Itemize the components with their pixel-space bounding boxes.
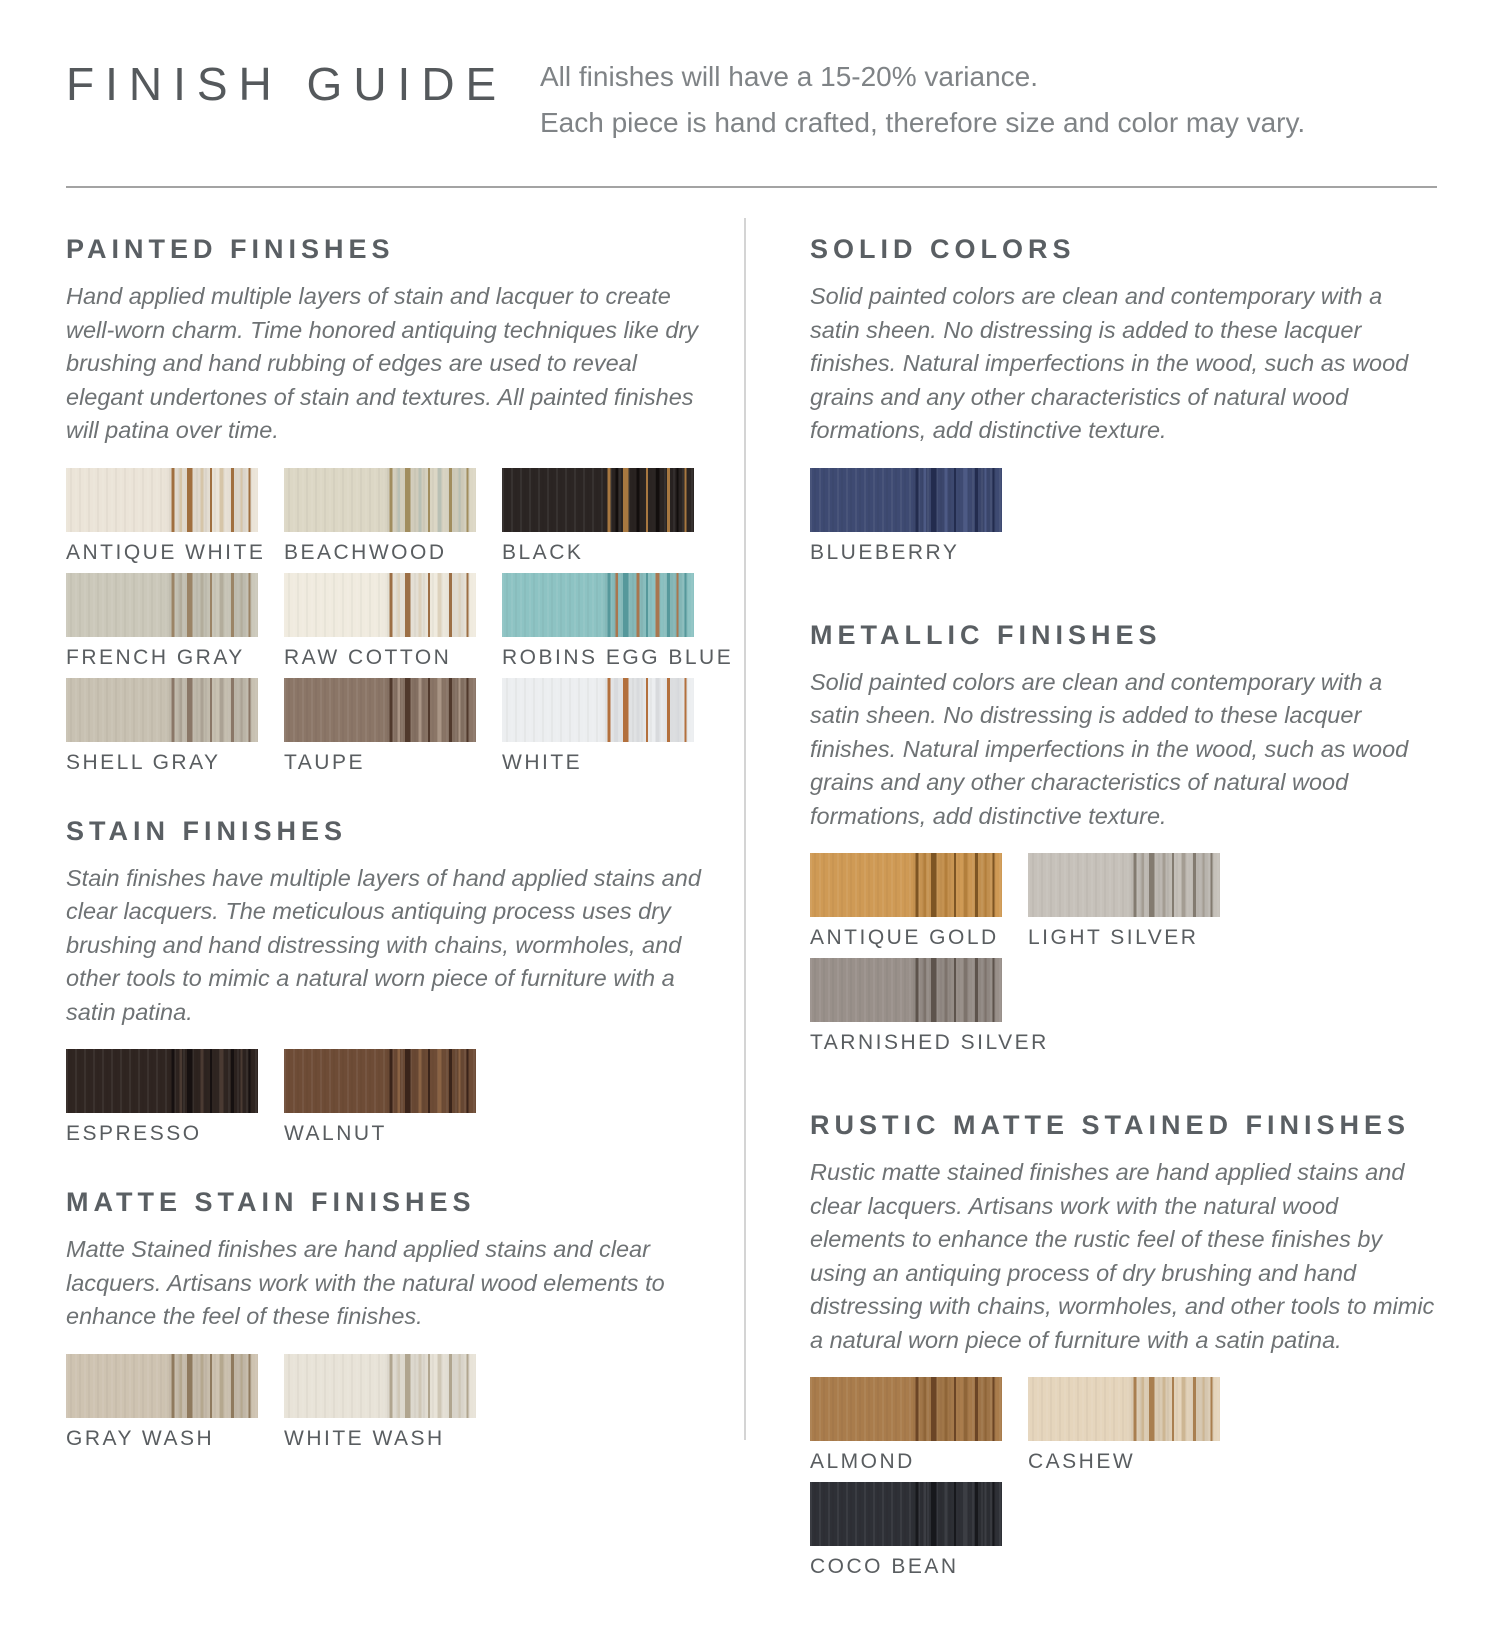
finish-swatch-label: BLUEBERRY: [810, 540, 960, 564]
section-title: MATTE STAIN FINISHES: [66, 1187, 476, 1217]
finish-swatch-label: LIGHT SILVER: [1028, 926, 1199, 949]
rustic-swatch-grid: [810, 1377, 1437, 1580]
swatch-gray-wash: [66, 1354, 258, 1452]
section-title: SOLID COLORS: [810, 234, 1076, 264]
finish-swatch-image: [810, 1482, 1002, 1546]
finish-swatch-label: SHELL GRAY: [66, 750, 221, 774]
section-description: Solid painted colors are clean and contemporary with a satin sheen. No distressing is added to these lacquer finishes. Natural imperfections in the wood, such as wood grains and any other characteristics of natural wood formations, add distinctive texture.: [810, 283, 1409, 443]
metallic-swatch-grid: [810, 853, 1437, 1056]
section-painted-finishes: [66, 232, 734, 776]
finish-swatch-image: [1028, 853, 1220, 917]
section-description: Hand applied multiple layers of stain and lacquer to create well-worn charm. Time honored antiquing techniques like dry brushing and hand rubbing of edges are used to reveal elegant undertones of stain and textures. All painted finishes will patina over time.: [66, 283, 698, 443]
swatch-antique-gold: [810, 853, 1002, 951]
swatch-cashew: [1028, 1377, 1220, 1475]
swatch-espresso: [66, 1049, 258, 1147]
page-header: [0, 0, 1500, 146]
finish-swatch-image: [810, 468, 1002, 532]
swatch-french-gray: [66, 573, 258, 671]
swatch-beachwood: [284, 468, 476, 566]
swatch-blueberry: [810, 468, 1002, 566]
finish-swatch-image: [284, 573, 476, 637]
finish-swatch-image: [502, 468, 694, 532]
swatch-light-silver: [1028, 853, 1220, 951]
section-description: Rustic matte stained finishes are hand applied stains and clear lacquers. Artisans work with the natural wood elements to enhance the rustic feel of these finishes by using an antiquing process of dry brushing and hand distressing with chains, wormholes, and other tools to mimic a natural worn piece of furniture with a satin patina.: [810, 1159, 1435, 1353]
finish-swatch-image: [810, 853, 1002, 917]
swatch-antique-white: [66, 468, 266, 566]
content-columns: [0, 188, 1500, 1632]
swatch-white-wash: [284, 1354, 476, 1452]
finish-swatch-label: RAW COTTON: [284, 645, 452, 669]
swatch-robins-egg-blue: [502, 573, 734, 671]
swatch-black: [502, 468, 694, 566]
matte-stain-swatch-grid: [66, 1354, 711, 1452]
finish-swatch-label: ESPRESSO: [66, 1122, 202, 1145]
finish-swatch-label: FRENCH GRAY: [66, 645, 245, 669]
finish-swatch-image: [284, 1354, 476, 1418]
stain-swatch-grid: [66, 1049, 711, 1147]
finish-swatch-image: [66, 1354, 258, 1418]
finish-swatch-label: ANTIQUE GOLD: [810, 926, 999, 949]
section-description: Matte Stained finishes are hand applied stains and clear lacquers. Artisans work with the natural wood elements to enhance the feel of these finishes.: [66, 1236, 665, 1329]
finish-swatch-label: WALNUT: [284, 1122, 387, 1145]
section-description: Stain finishes have multiple layers of hand applied stains and clear lacquers. The meticulous antiquing process uses dry brushing and hand distressing with chains, wormholes, and other tools to mimic a natural worn piece of furniture with a satin patina.: [66, 864, 701, 1025]
swatch-white: [502, 678, 694, 776]
finish-swatch-image: [810, 1377, 1002, 1441]
finish-swatch-label: GRAY WASH: [66, 1426, 215, 1450]
painted-swatch-grid: [66, 468, 734, 776]
finish-swatch-image: [502, 573, 694, 637]
solid-swatch-grid: [810, 468, 1437, 566]
swatch-taupe: [284, 678, 476, 776]
swatch-raw-cotton: [284, 573, 476, 671]
vertical-divider: [744, 218, 746, 1440]
subtitle-line-1: All finishes will have a 15-20% variance.: [540, 61, 1039, 92]
section-rustic-matte-stained-finishes: [810, 1108, 1437, 1580]
finish-swatch-image: [66, 468, 258, 532]
left-column: [66, 188, 734, 1632]
section-title: PAINTED FINISHES: [66, 234, 395, 264]
finish-swatch-label: ALMOND: [810, 1450, 915, 1473]
finish-swatch-image: [284, 678, 476, 742]
finish-swatch-image: [66, 1049, 258, 1113]
swatch-coco-bean: [810, 1482, 1002, 1580]
page-title: FINISH GUIDE: [66, 58, 508, 110]
finish-swatch-image: [502, 678, 694, 742]
finish-swatch-image: [284, 468, 476, 532]
page-subtitle: [540, 50, 1305, 146]
swatch-almond: [810, 1377, 1002, 1475]
finish-swatch-label: WHITE WASH: [284, 1426, 445, 1450]
subtitle-line-2: Each piece is hand crafted, therefore size and color may vary.: [540, 107, 1306, 138]
finish-swatch-label: COCO BEAN: [810, 1555, 959, 1578]
finish-swatch-image: [66, 678, 258, 742]
finish-swatch-label: TARNISHED SILVER: [810, 1031, 1049, 1054]
swatch-shell-gray: [66, 678, 258, 776]
finish-swatch-label: TAUPE: [284, 750, 365, 774]
right-column: [810, 188, 1437, 1632]
section-description: Solid painted colors are clean and contemporary with a satin sheen. No distressing is added to these lacquer finishes. Natural imperfections in the wood, such as wood grains and any other characteristics of natural wood formations, add distinctive texture.: [810, 668, 1409, 829]
finish-swatch-label: BEACHWOOD: [284, 540, 447, 564]
finish-swatch-image: [284, 1049, 476, 1113]
swatch-tarnished-silver: [810, 958, 1049, 1056]
section-matte-stain-finishes: [66, 1185, 711, 1452]
finish-swatch-label: ANTIQUE WHITE: [66, 540, 266, 564]
swatch-walnut: [284, 1049, 476, 1147]
section-stain-finishes: [66, 814, 711, 1148]
finish-swatch-image: [66, 573, 258, 637]
finish-swatch-image: [1028, 1377, 1220, 1441]
finish-swatch-label: WHITE: [502, 750, 583, 774]
finish-swatch-label: BLACK: [502, 540, 584, 564]
finish-swatch-label: CASHEW: [1028, 1450, 1136, 1473]
section-solid-colors: [810, 232, 1437, 566]
finish-swatch-label: ROBINS EGG BLUE: [502, 645, 734, 669]
section-metallic-finishes: [810, 618, 1437, 1057]
section-title: STAIN FINISHES: [66, 815, 348, 846]
section-title: METALLIC FINISHES: [810, 619, 1162, 650]
finish-swatch-image: [810, 958, 1002, 1022]
section-title: RUSTIC MATTE STAINED FINISHES: [810, 1110, 1411, 1140]
